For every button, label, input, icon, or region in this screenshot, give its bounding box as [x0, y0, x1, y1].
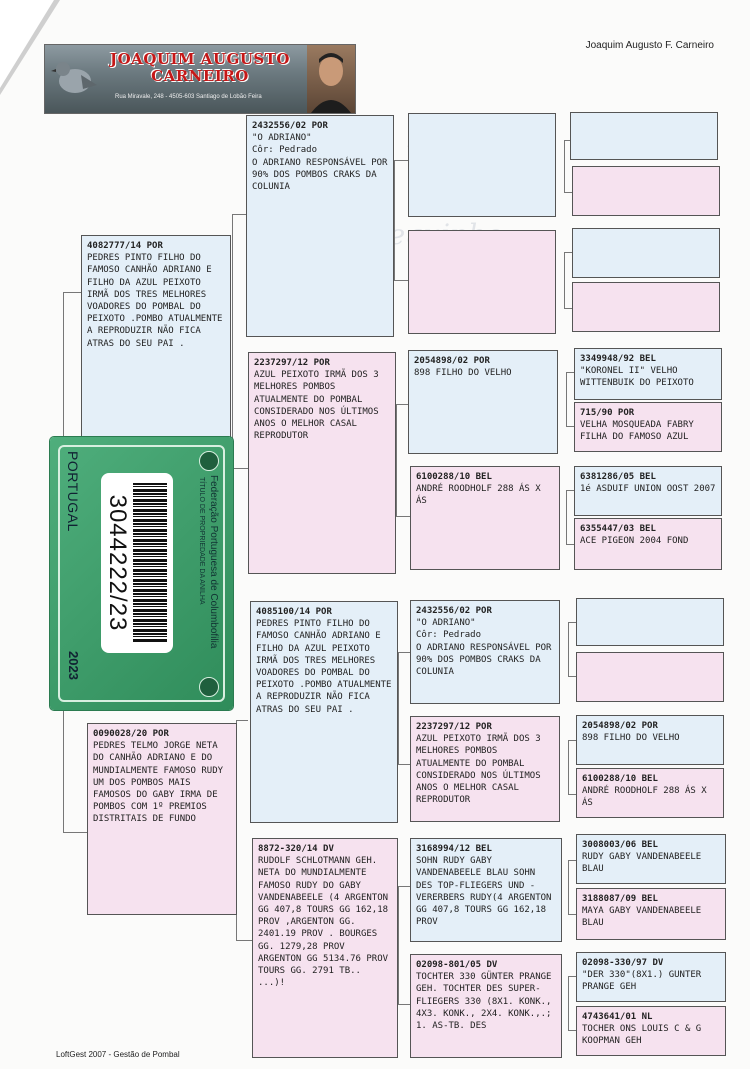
federation-name: Federação Portuguesa de Columbofilia [208, 475, 219, 649]
ancestor-box: 3008003/06 BEL RUDY GABY VANDENABEELE BLAU [576, 834, 726, 884]
barcode-icon [133, 483, 167, 643]
great-grandparent-box: 2432556/02 POR "O ADRIANO" Côr: Pedrado O ADRIANO RESPONSÁVEL POR 90% DOS POMBOS CRAKS DA COLUNIA [410, 600, 560, 704]
banner-title: JOAQUIM AUGUSTO CARNEIRO [110, 50, 290, 85]
pigeon-emblem-icon [199, 677, 219, 697]
ancestor-box: 4743641/01 NL TOCHER ONS LOUIS C & G KOOPMAN GEH [576, 1006, 726, 1056]
footer-text: LoftGest 2007 - Gestão de Pombal [56, 1050, 180, 1059]
ancestor-box: 715/90 POR VELHA MOSQUEADA FABRY FILHA DO FAMOSO AZUL [574, 402, 722, 452]
ring-number: 4085100/14 POR [256, 607, 332, 617]
ancestor-box [576, 598, 724, 646]
pigeon-description: PEDRES TELMO JORGE NETA DO CANHÃO ADRIANO E DO MUNDIALMENTE FAMOSO RUDY UM DOS POMBOS MAIS FAMOSOS DO GABY IRMA DE POMBOS COM 1º PREMIOS DISTRITAIS DE FUNDO [93, 741, 224, 825]
great-grandparent-box: 2237297/12 POR AZUL PEIXOTO IRMÃ DOS 3 MELHORES POMBOS ATUALMENTE DO POMBAL CONSIDERADO NOS ÚLTIMOS ANOS O MELHOR CASAL REPRODUTOR [410, 716, 560, 822]
pigeon-logo-icon [51, 55, 97, 99]
great-grandparent-box [408, 230, 556, 334]
great-grandparent-box: 3168994/12 BEL SOHN RUDY GABY VANDENABEELE BLAU SOHN DES TOP-FLIEGERS UND -VERERBERS RUDY(4 ARGENTON GG 407,8 TOURS GG 162,18 PROV [410, 838, 562, 942]
owner-name: Joaquim Augusto F. Carneiro [585, 40, 714, 51]
ancestor-box [572, 282, 720, 332]
ancestor-box: 6100288/10 BEL ANDRÉ ROODHOLF 288 ÁS X ÁS [576, 768, 724, 818]
ancestor-box: 3188087/09 BEL MAYA GABY VANDENABEELE BLAU [576, 888, 726, 940]
ring-number: 2432556/02 POR [252, 121, 328, 131]
granddam-maternal-box [252, 838, 398, 1058]
ancestor-box: 2054898/02 POR 898 FILHO DO VELHO [576, 715, 724, 765]
pigeon-description: RUDOLF SCHLOTMANN GEH. NETA DO MUNDIALMENTE FAMOSO RUDY DO GABY VANDENABEELE (4 ARGENTON GG 407,8 TOURS GG 162,18 PROV ,ARGENTON GG. 2401.19 PROV . BOURGES GG. 1279,28 PROV ARGENTON GG 5134.76 PROV TOURS GG. 2791 TB.. ...)! [258, 856, 389, 989]
dam-box [87, 723, 237, 915]
barcode-panel [101, 473, 173, 653]
great-grandparent-box: 2054898/02 POR 898 FILHO DO VELHO [408, 350, 558, 454]
ring-number: 0090028/20 POR [93, 729, 169, 739]
ring-number: 8872-320/14 DV [258, 844, 334, 854]
banner-address: Rua Miravale, 248 - 4505-603 Santiago de Lobão Feira [115, 94, 262, 100]
grandsire-paternal-box [246, 115, 394, 337]
ancestor-box [570, 112, 718, 160]
card-year: 2023 [66, 651, 81, 680]
ancestor-box: 6355447/03 BEL ACE PIGEON 2004 FOND [574, 518, 722, 570]
card-title: TÍTULO DE PROPRIEDADE DA ANILHA [198, 477, 205, 605]
pigeon-description: "O ADRIANO" Côr: Pedrado O ADRIANO RESPONSÁVEL POR 90% DOS POMBOS CRAKS DA COLUNIA [252, 133, 388, 193]
granddam-paternal-box [248, 352, 396, 574]
pigeon-description: PEDRES PINTO FILHO DO FAMOSO CANHÃO ADRIANO E FILHO DA AZUL PEIXOTO IRMÃ DOS TRES MELHORES VOADORES DO POMBAL DO PEIXOTO .POMBO ATUALMENTE A REPRODUZIR NÃO FICA ATRAS DO SEU PAI . [87, 253, 223, 349]
great-grandparent-box: 6100288/10 BEL ANDRÉ ROODHOLF 288 ÁS X ÁS [410, 466, 560, 570]
sire-box [81, 235, 231, 441]
ancestor-box: 02098-330/97 DV "DER 330"(8X1.) GUNTER PRANGE GEH [576, 952, 726, 1002]
ring-number-large: 3044222/23 [104, 494, 131, 632]
owner-photo [307, 45, 355, 113]
ancestor-box [572, 166, 720, 216]
pigeon-description: PEDRES PINTO FILHO DO FAMOSO CANHÃO ADRIANO E FILHO DA AZUL PEIXOTO IRMÃ DOS TRES MELHORES VOADORES DO POMBAL DO PEIXOTO .POMBO ATUALMENTE A REPRODUZIR NÃO FICA ATRAS DO SEU PAI . [256, 619, 392, 715]
ancestor-box [572, 228, 720, 278]
ancestor-box [576, 652, 724, 702]
header-banner [44, 44, 356, 114]
federation-emblem-icon [199, 451, 219, 471]
pigeon-description: AZUL PEIXOTO IRMÃ DOS 3 MELHORES POMBOS ATUALMENTE DO POMBAL CONSIDERADO NOS ÚLTIMOS ANOS O MELHOR CASAL REPRODUTOR [254, 370, 379, 442]
ring-number: 2237297/12 POR [254, 358, 330, 368]
grandsire-maternal-box [250, 601, 398, 823]
great-grandparent-box: 02098-801/05 DV TOCHTER 330 GÜNTER PRANGE GEH. TOCHTER DES SUPER-FLIEGERS 330 (8X1. KONK., 4X3. KONK., 2X4. KONK.,.; 1. AS-TB. DES [410, 954, 562, 1058]
card-country: PORTUGAL [65, 451, 81, 532]
ring-ownership-card [50, 437, 233, 710]
ancestor-box: 3349948/92 BEL "KORONEL II" VELHO WITTENBUIK DO PEIXOTO [574, 348, 722, 400]
ring-number: 4082777/14 POR [87, 241, 163, 251]
ancestor-box: 6381286/05 BEL 1é ASDUIF UNION OOST 2007 [574, 466, 722, 516]
great-grandparent-box [408, 113, 556, 217]
